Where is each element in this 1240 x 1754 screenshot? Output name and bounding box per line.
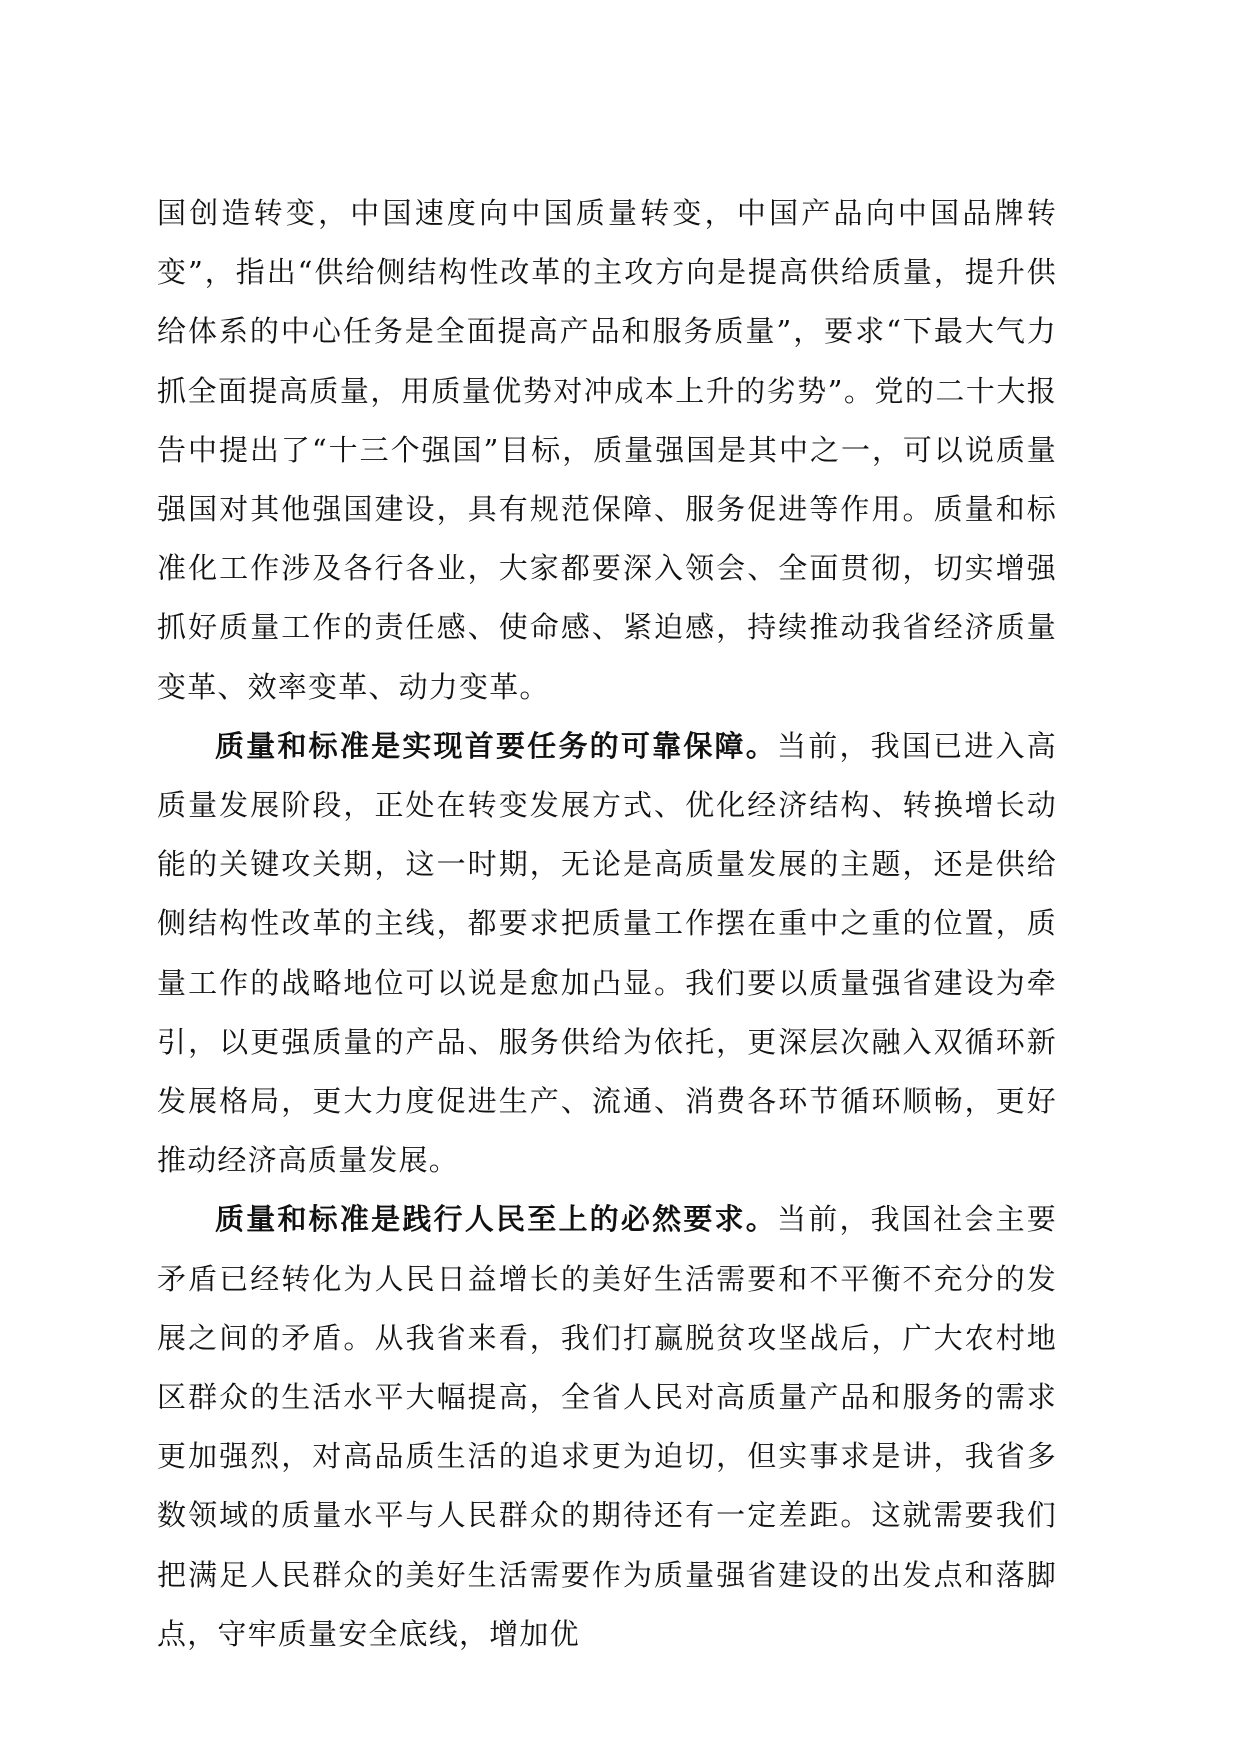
paragraph-body: 国创造转变，中国速度向中国质量转变，中国产品向中国品牌转变”，指出“供给侧结构性改革的主攻方向是提高供给质量，提升供给体系的中心任务是全面提高产品和服务质量”，要求“下最大气力抓全面提高质量，用质量优势对冲成本上升的劣势”。党的二十大报告中提出了“十三个强国”目标，质量强国是其中之一，可以说质量强国对其他强国建设，具有规范保障、服务促进等作用。质量和标准化工作涉及各行各业，大家都要深入领会、全面贯彻，切实增强抓好质量工作的责任感、使命感、紧迫感，持续推动我省经济质量变革、效率变革、动力变革。 (157, 196, 1057, 704)
paragraph-lead-heading: 质量和标准是践行人民至上的必然要求。 (215, 1202, 778, 1237)
document-body (157, 184, 1057, 1664)
paragraph-body: 当前，我国已进入高质量发展阶段，正处在转变发展方式、优化经济结构、转换增长动能的关键攻关期，这一时期，无论是高质量发展的主题，还是供给侧结构性改革的主线，都要求把质量工作摆在重中之重的位置，质量工作的战略地位可以说是愈加凸显。我们要以质量强省建设为牵引，以更强质量的产品、服务供给为依托，更深层次融入双循环新发展格局，更大力度促进生产、流通、消费各环节循环顺畅，更好推动经济高质量发展。 (157, 728, 1057, 1178)
paragraph-quality-standard-people (157, 1190, 1057, 1664)
paragraph-continued (157, 184, 1057, 717)
paragraph-quality-standard-guarantee (157, 717, 1057, 1191)
paragraph-body: 当前，我国社会主要矛盾已经转化为人民日益增长的美好生活需要和不平衡不充分的发展之间的矛盾。从我省来看，我们打赢脱贫攻坚战后，广大农村地区群众的生活水平大幅提高，全省人民对高质量产品和服务的需求更加强烈，对高品质生活的追求更为迫切，但实事求是讲，我省多数领域的质量水平与人民群众的期待还有一定差距。这就需要我们把满足人民群众的美好生活需要作为质量强省建设的出发点和落脚点，守牢质量安全底线，增加优 (157, 1202, 1057, 1651)
paragraph-lead-heading: 质量和标准是实现首要任务的可靠保障。 (215, 728, 778, 763)
